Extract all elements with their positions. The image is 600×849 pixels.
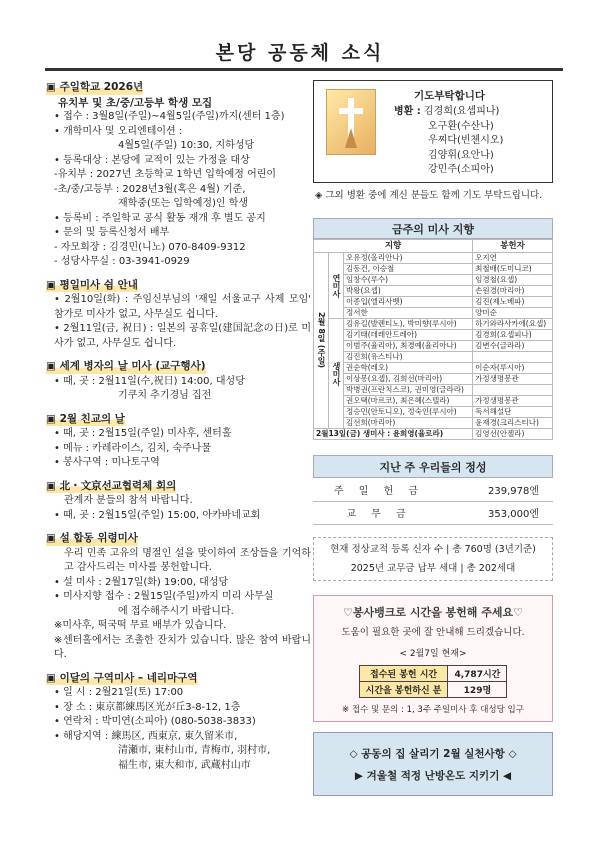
- text-line: ※미사후, 떡국떡 무료 배부가 있습니다.: [54, 620, 227, 631]
- table-cell: 임경철(요셉): [473, 275, 553, 286]
- table-cell: 손원경(마리아): [473, 286, 553, 297]
- page-title: 본당 공동체 소식: [215, 42, 385, 64]
- text-line: 福生市, 東大和市, 武蔵村山市: [118, 759, 251, 771]
- table-cell: 독서해설단: [473, 407, 553, 418]
- section-heading: ▣ 2월 친교의 날: [46, 412, 125, 425]
- fellowship-day-section: [46, 412, 311, 471]
- text-line: • 연락처 : 박미연(소피아) (080-5038-3833): [54, 716, 256, 727]
- prayer-note: ◈ 그외 병환 중에 계신 분들도 함께 기도 부탁드립니다.: [315, 190, 543, 201]
- table-cell: 하기와라사카에(요셉): [473, 319, 553, 330]
- sick-day-section: [46, 359, 311, 404]
- prayer-name: 우찌다(빈첸시오): [428, 135, 504, 146]
- text-line: • 2월10일(화) : 주임신부님의 '재일 서울교구 사제 모임' 참가로 미사가 없고, 사무실도 쉽니다.: [54, 294, 311, 320]
- weekday-mass-section: [46, 278, 311, 352]
- volunteer-label: 접수된 봉헌 시간: [359, 665, 448, 681]
- table-cell: 김동건, 이승철: [344, 264, 473, 275]
- table-cell: 정서한: [344, 308, 473, 319]
- table-cell: 2월13일(금) 생미사 : 윤희영(율로라): [314, 429, 473, 440]
- volunteer-table: [359, 665, 508, 698]
- table-cell: 김경희(요셉피나): [473, 330, 553, 341]
- table-cell: 김진희(유스티나): [344, 352, 473, 363]
- prayer-name: 강민주(소피아): [428, 164, 494, 175]
- volunteer-value: 129명: [448, 681, 507, 697]
- common-home-action: ▶ 겨울철 적정 난방온도 지키기 ◀: [354, 769, 512, 782]
- stats-line: 2025년 교무금 납부 세대 | 총 202세대: [350, 562, 516, 574]
- text-line: 우리 민족 고유의 명절인 설을 맞이하여 조상들을 기억하고 감사드리는 미사를 봉헌합니다.: [64, 547, 311, 573]
- parish-stats-box: [313, 537, 553, 581]
- section-heading: ▣ 이달의 구역미사 – 네리마구역: [46, 671, 198, 684]
- table-cell: 김영선(안젤라): [473, 429, 553, 440]
- text-line: • 봉사구역 : 미나토구역: [54, 457, 160, 468]
- table-cell: 권오택(마르코), 최은혜(스텔라): [344, 396, 473, 407]
- prayer-name: 김경희(요셉피나): [424, 106, 500, 117]
- table-cell: 양미순: [473, 308, 553, 319]
- section-heading: ▣ 北・文京선교협력체 회의: [46, 479, 177, 492]
- table-cell: [473, 352, 553, 363]
- prayer-label: 병환 :: [394, 106, 421, 117]
- left-column: [46, 80, 311, 781]
- text-line: • 장 소 : 東京都練馬区光が丘3-8-12, 1층: [54, 701, 241, 713]
- volunteer-bank-box: [313, 595, 553, 722]
- praying-hands-icon: [326, 89, 376, 155]
- text-line: • 문의 및 등록신청서 배부: [54, 227, 170, 238]
- district-mass-section: [46, 671, 311, 774]
- table-cell: 오유정(올리안나): [344, 253, 473, 264]
- common-home-box: [313, 732, 553, 796]
- section-heading: ▣ 설 합동 위령미사: [46, 532, 138, 544]
- text-line: • 때, 곳 : 2월15일(주일) 미사후, 센터홀: [54, 428, 232, 439]
- table-cell: 김선희(마리아): [344, 418, 473, 429]
- volunteer-label: 시간을 봉헌하신 분: [359, 681, 448, 697]
- prayer-name: 김양휘(요안나): [428, 149, 494, 161]
- text-line: 관계자 분들의 참석 바랍니다.: [64, 495, 193, 506]
- text-line: • 해당지역 : 練馬区, 西東京, 東久留米市,: [54, 730, 238, 742]
- table-cell: 이범주(율리아), 최경예(율리아나): [344, 341, 473, 352]
- text-line: - 성당사무실 : 03-3941-0929: [54, 256, 190, 267]
- text-line: • 등록비 : 주일학교 공식 활동 재개 후 별도 공지: [54, 212, 266, 224]
- text-line: -유치부 : 2027년 초등학교 1학년 입학예정 어린이: [54, 169, 277, 180]
- table-cell: 임창수(루수): [344, 275, 473, 286]
- column-header-donor: 봉헌자: [473, 240, 553, 253]
- text-line: ※센터홀에서는 조촐한 잔치가 있습니다. 많은 참여 바랍니다.: [54, 634, 311, 660]
- text-line: • 등록대상 : 본당에 교적이 있는 가정을 대상: [54, 154, 250, 166]
- text-line: • 2월11일(금, 祝日) : 일본의 공휴일(建国記念の日)로 미사가 없고, 사무실도 쉽니다.: [54, 323, 311, 349]
- table-cell: [473, 385, 553, 396]
- table-cell: 박왕(요셉): [344, 286, 473, 297]
- column-header-intention: 지향: [314, 240, 473, 253]
- volunteer-title: ♡봉사뱅크로 시간을 봉헌해 주세요♡: [343, 605, 523, 619]
- volunteer-subtitle: 도움이 필요한 곳에 잘 안내해 드리겠습니다.: [341, 626, 525, 638]
- table-cell: 이종입(엘리사벳): [344, 297, 473, 308]
- table-cell: 김기태(데레안드레아): [344, 330, 473, 341]
- table-cell: 이상봉(요셉), 김희선(마리아): [344, 374, 473, 385]
- table-cell: 김유길(발렌티노), 박미향(루시아): [344, 319, 473, 330]
- offering-label: 교 무 금: [313, 501, 445, 524]
- offering-heading: 지난 주 우리들의 정성: [313, 455, 553, 478]
- right-column: [313, 80, 553, 796]
- text-line: • 메뉴 : 카레라이스, 김치, 숙주나물: [54, 442, 212, 454]
- volunteer-value: 4,787시간: [448, 665, 507, 681]
- text-line: • 접수 : 3월8일(주일)~4월5일(주일)까지(센터 1층): [54, 111, 285, 122]
- mass-intention-heading: 금주의 미사 지향: [313, 218, 553, 239]
- table-cell: 가정생명봉관: [473, 396, 553, 407]
- text-line: • 개학미사 및 오리엔테이션 :: [54, 125, 183, 137]
- text-line: • 때, 곳 : 2월11일(수,祝日) 14:00, 대성당: [54, 375, 245, 387]
- prayer-title: 기도부탁합니다: [414, 90, 486, 102]
- offering-value: 239,978엔: [445, 478, 553, 501]
- text-line: • 때, 곳 : 2월15일(주일) 15:00, 아카바네교회: [54, 509, 261, 521]
- prayer-name: 오구환(수산나): [428, 120, 494, 132]
- section-heading: ▣ 세계 병자의 날 미사 (교구행사): [46, 360, 206, 372]
- sunday-school-section: [46, 80, 311, 270]
- table-cell: 윤재경(크리스티나): [473, 418, 553, 429]
- mission-meeting-section: [46, 479, 311, 524]
- offering-label: 주 일 헌 금: [313, 478, 445, 501]
- table-cell: 가정생명봉관: [473, 374, 553, 385]
- title-rule: [45, 68, 563, 71]
- volunteer-date: < 2월7일 현재>: [399, 648, 467, 659]
- text-line: 에 접수해주시기 바랍니다.: [118, 605, 234, 617]
- text-line: - 자모회장 : 김경민(니노) 070-8409-9312: [54, 241, 246, 253]
- section-heading: ▣ 평일미사 쉼 안내: [46, 278, 138, 291]
- prayer-list: [394, 105, 503, 178]
- text-line: 기쿠치 추기경님 집전: [118, 390, 212, 401]
- table-cell: 김변수(글라라): [473, 341, 553, 352]
- text-line: 재학중(또는 입학예정)인 학생: [118, 198, 249, 209]
- memorial-mass-section: [46, 531, 311, 663]
- offering-table: [313, 478, 553, 525]
- offering-value: 353,000엔: [445, 501, 553, 524]
- table-cell: 권순학(레오): [344, 363, 473, 374]
- table-cell: 박병권(프란치스코), 권미영(글라라): [344, 385, 473, 396]
- text-line: • 일 시 : 2월21일(토) 17:00: [54, 687, 184, 698]
- text-line: • 설 미사 : 2월17일(화) 19:00, 대성당: [54, 576, 229, 588]
- stats-line: 현재 정상교적 등록 신자 수 | 총 760명 (3년기준): [330, 543, 536, 555]
- table-cell: 최철배(도미니코): [473, 264, 553, 275]
- table-cell: 이순자(루시아): [473, 363, 553, 374]
- prayer-request-box: [313, 80, 553, 183]
- common-home-title: ◇ 공동의 집 살리기 2월 실천사항 ◇: [349, 747, 517, 760]
- mass-intention-table: [313, 239, 553, 440]
- mass-date-label: 2월 8일 (주일): [317, 312, 326, 369]
- section-heading: ▣ 주일학교 2026년: [46, 81, 144, 93]
- group-label-requiem: 연미사: [332, 273, 341, 298]
- table-cell: 오지연: [473, 253, 553, 264]
- text-line: 4월5일(주일) 10:30, 지하성당: [118, 140, 255, 151]
- text-line: • 미사지향 접수 : 2월15일(주일)까지 미리 사무실: [54, 591, 274, 602]
- section-subheading: 유치부 및 초/중/고등부 학생 모집: [58, 96, 213, 109]
- volunteer-note: ※ 접수 및 문의 : 1, 3주 주일미사 후 대성당 입구: [342, 704, 524, 715]
- table-cell: 정승민(안토니오), 정숙인(루시아): [344, 407, 473, 418]
- group-label-living: 생미사: [332, 361, 341, 386]
- text-line: -초/중/고등부 : 2028년3월(혹은 4월) 기준,: [54, 183, 246, 195]
- table-cell: 김진(제노베파): [473, 297, 553, 308]
- text-line: 清瀬市, 東村山市, 青梅市, 羽村市,: [118, 745, 271, 756]
